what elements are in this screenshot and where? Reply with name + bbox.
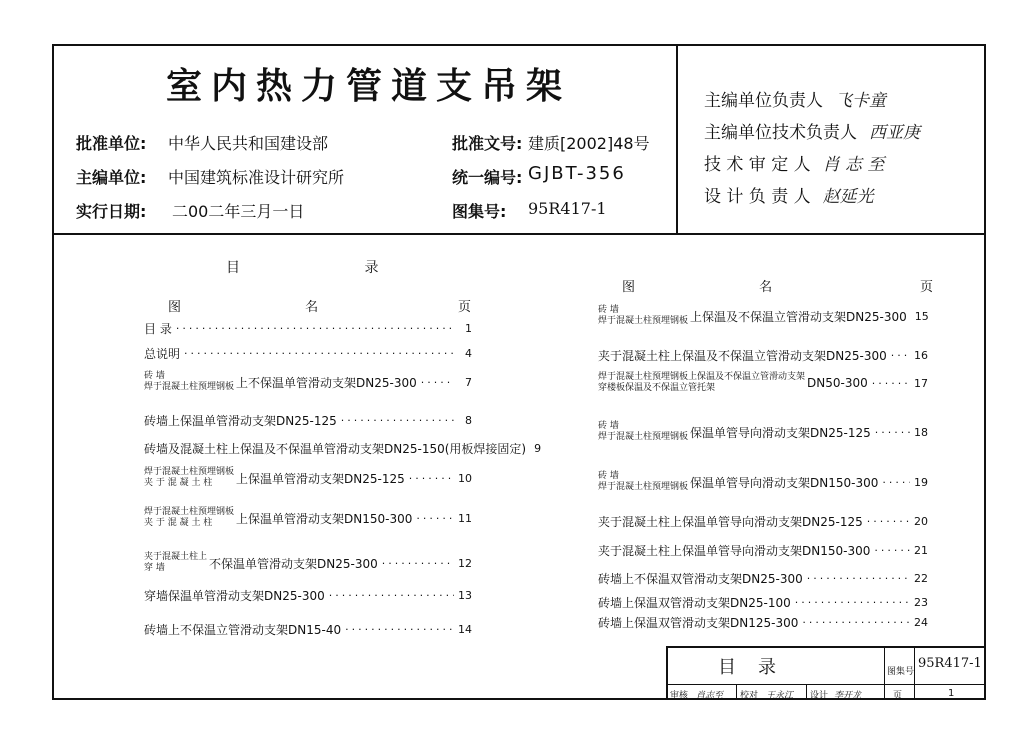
toc-entry[interactable] — [598, 612, 928, 632]
title-block-divider — [914, 646, 915, 700]
dot-leader — [891, 349, 910, 362]
toc-entry-name: 上保温单管滑动支架DN150-300 — [236, 511, 413, 526]
toc-entry-page: 20 — [914, 514, 928, 528]
dot-leader — [345, 623, 454, 636]
toc-entry[interactable] — [144, 468, 472, 488]
toc-entry-prefix — [598, 421, 688, 443]
toc-entry-prefix — [144, 507, 234, 529]
signature: 西亚庚 — [869, 123, 920, 143]
toc-entry-prefix — [598, 471, 688, 493]
toc-entry-name: 总说明 — [144, 346, 181, 361]
toc-entry-name: 上保温及不保温立管滑动支架DN25-300 — [690, 309, 907, 324]
signature: 飞卡童 — [835, 91, 886, 111]
toc-entry-prefix-line: 焊于混凝土柱预埋钢板 — [598, 482, 689, 492]
toc-entry[interactable] — [598, 568, 928, 588]
toc-entry-page: 16 — [914, 348, 928, 362]
toc-right-column-name-header: 图 名 — [622, 280, 833, 295]
responsible-row — [704, 150, 884, 175]
page-number: 1 — [948, 688, 955, 699]
toc-entry-prefix-line: 穿楼板保温及不保温立管托架 — [598, 383, 716, 393]
toc-entry[interactable] — [598, 511, 928, 531]
toc-entry-page: 9 — [534, 441, 542, 455]
toc-entry-name: 夹于混凝土柱上保温单管导向滑动支架DN25-125 — [598, 514, 863, 529]
toc-entry[interactable] — [598, 306, 928, 326]
toc-entry-page: 22 — [914, 571, 928, 585]
title-block-atlas-no: 95R417-1 — [918, 656, 982, 671]
document-title: 室内热力管道支吊架 — [166, 65, 572, 107]
dot-leader — [802, 616, 910, 629]
design-label: 设计 — [810, 691, 829, 701]
dot-leader — [341, 414, 454, 427]
toc-entry-name: 不保温单管滑动支架DN25-300 — [209, 556, 378, 571]
header-vertical-divider — [676, 44, 678, 234]
approval-doc-label: 批准文号: — [452, 134, 523, 153]
review-label: 审核 — [670, 691, 689, 701]
responsible-role: 设 计 负 责 人 — [704, 187, 811, 207]
toc-entry-page: 19 — [914, 475, 928, 489]
dot-leader — [382, 557, 454, 570]
toc-entry-name: 夹于混凝土柱上保温及不保温立管滑动支架DN25-300 — [598, 348, 887, 363]
toc-entry-prefix-line: 砖 墙 — [598, 471, 619, 481]
dot-leader — [882, 476, 910, 489]
toc-entry-name: 保温单管导向滑动支架DN150-300 — [690, 475, 879, 490]
responsible-role: 主编单位技术负责人 — [704, 123, 857, 143]
toc-entry-page: 21 — [914, 543, 928, 557]
title-block-divider — [884, 646, 885, 700]
toc-entry-prefix-line: 砖 墙 — [598, 421, 619, 431]
responsible-row — [704, 118, 920, 143]
title-block-divider — [666, 684, 986, 685]
toc-entry-prefix — [144, 552, 207, 574]
editor-unit: 中国建筑标准设计研究所 — [168, 168, 345, 187]
toc-entry-prefix-line: 夹 于 混 凝 土 柱 — [144, 518, 213, 528]
dot-leader — [409, 472, 454, 485]
unified-no: GJBT-356 — [528, 163, 626, 184]
toc-entry[interactable] — [598, 345, 928, 365]
dot-leader — [807, 572, 910, 585]
dot-leader — [176, 322, 454, 335]
toc-entry-page: 12 — [458, 556, 472, 570]
toc-entry[interactable] — [144, 585, 472, 605]
toc-entry[interactable] — [144, 410, 472, 430]
toc-entry-page: 14 — [458, 622, 472, 636]
effective-date-label: 实行日期: — [76, 202, 147, 221]
toc-entry[interactable] — [144, 619, 472, 639]
toc-entry-name: 砖墙上保温单管滑动支架DN25-125 — [144, 413, 337, 428]
toc-right-column-page-header: 页 — [920, 280, 934, 295]
approval-unit-label: 批准单位: — [76, 134, 147, 153]
toc-entry-prefix-line: 砖 墙 — [144, 371, 165, 381]
toc-entry-prefix-line: 焊于混凝土柱预埋钢板 — [144, 507, 235, 517]
toc-entry-prefix — [598, 305, 688, 327]
toc-entry-page: 18 — [914, 425, 928, 439]
dot-leader — [867, 515, 910, 528]
toc-entry[interactable] — [598, 422, 928, 442]
dot-leader — [872, 377, 910, 390]
toc-entry-name: 夹于混凝土柱上保温单管导向滑动支架DN150-300 — [598, 543, 871, 558]
toc-entry-page: 24 — [914, 615, 928, 629]
dot-leader — [184, 347, 454, 360]
toc-entry-name: 目 录 — [144, 321, 172, 336]
toc-entry-name: 砖墙及混凝土柱上保温及不保温单管滑动支架DN25-150(用板焊接固定) — [144, 441, 527, 456]
toc-entry-page: 1 — [465, 321, 472, 335]
toc-entry-page: 4 — [465, 346, 472, 360]
dot-leader — [874, 544, 910, 557]
toc-entry-page: 8 — [465, 413, 472, 427]
toc-entry-name: 砖墙上不保温双管滑动支架DN25-300 — [598, 571, 803, 586]
dot-leader — [421, 376, 454, 389]
dot-leader — [416, 512, 454, 525]
page-label: 页 — [893, 691, 903, 701]
approval-doc: 建质[2002]48号 — [528, 134, 650, 153]
approval-unit: 中华人民共和国建设部 — [168, 134, 329, 153]
unified-no-label: 统一编号: — [452, 168, 523, 187]
title-block-atlas-label: 图集号 — [887, 667, 915, 677]
toc-entry-name: 上保温单管滑动支架DN25-125 — [236, 471, 405, 486]
toc-entry-name: 砖墙上不保温立管滑动支架DN15-40 — [144, 622, 342, 637]
toc-entry-prefix-line: 夹 于 混 凝 土 柱 — [144, 478, 213, 488]
toc-entry-page: 7 — [465, 375, 472, 389]
signature: 肖 志 至 — [822, 155, 885, 175]
toc-entry[interactable] — [598, 472, 928, 492]
dot-leader — [329, 589, 454, 602]
check-label: 校对 — [740, 691, 759, 701]
toc-entry-name: 砖墙上保温双管滑动支架DN25-100 — [598, 595, 791, 610]
toc-entry-prefix-line: 焊于混凝土柱预埋钢板 — [598, 432, 689, 442]
title-block-divider — [736, 684, 737, 700]
toc-entry[interactable] — [144, 438, 542, 458]
review-signature: 肖志至 — [696, 691, 724, 701]
toc-entry[interactable] — [144, 372, 472, 392]
toc-entry-page: 13 — [458, 588, 472, 602]
toc-entry-name: 上不保温单管滑动支架DN25-300 — [236, 375, 417, 390]
toc-left-column-page-header: 页 — [458, 300, 472, 315]
toc-entry-prefix-line: 焊于混凝土柱预埋钢板 — [598, 316, 689, 326]
design-signature: 李开龙 — [834, 691, 862, 701]
check-signature: 王永江 — [766, 691, 794, 701]
toc-entry-prefix-line: 砖 墙 — [598, 305, 619, 315]
toc-entry-name: 保温单管导向滑动支架DN25-125 — [690, 425, 871, 440]
toc-entry-prefix — [144, 467, 234, 489]
toc-entry-prefix — [598, 372, 805, 394]
header-divider — [52, 233, 986, 235]
dot-leader — [795, 596, 910, 609]
toc-entry-page: 11 — [458, 511, 472, 525]
atlas-no: 95R417-1 — [528, 199, 607, 218]
editor-unit-label: 主编单位: — [76, 168, 147, 187]
responsible-row — [704, 182, 874, 207]
toc-entry-page: 10 — [458, 471, 472, 485]
toc-entry-prefix-line: 夹于混凝土柱上 — [144, 552, 208, 562]
toc-entry[interactable] — [144, 508, 472, 528]
toc-entry-name: 砖墙上保温双管滑动支架DN125-300 — [598, 615, 799, 630]
dot-leader — [875, 426, 910, 439]
toc-entry-prefix-line: 穿 墙 — [144, 563, 165, 573]
toc-entry-name: 穿墙保温单管滑动支架DN25-300 — [144, 588, 325, 603]
toc-title: 目 录 — [226, 260, 439, 276]
responsible-row — [704, 86, 886, 111]
toc-left-column-name-header: 图 名 — [168, 300, 379, 315]
toc-entry-page: 17 — [914, 376, 928, 390]
toc-entry[interactable] — [598, 592, 928, 612]
atlas-no-label: 图集号: — [452, 202, 507, 221]
toc-entry[interactable] — [598, 540, 928, 560]
toc-entry-prefix — [144, 371, 234, 393]
toc-entry[interactable] — [144, 343, 472, 363]
title-block-divider — [806, 684, 807, 700]
toc-entry[interactable] — [144, 318, 472, 338]
toc-entry-page: 23 — [914, 595, 928, 609]
title-block-name: 目录 — [718, 657, 798, 678]
toc-entry-name: DN50-300 — [807, 376, 868, 390]
responsible-role: 主编单位负责人 — [704, 91, 823, 111]
toc-entry-prefix-line: 焊于混凝土柱预埋钢板上保温及不保温立管滑动支架 — [598, 372, 806, 382]
toc-entry[interactable] — [598, 373, 928, 393]
effective-date: 二00二年三月一日 — [172, 202, 305, 221]
toc-entry-prefix-line: 焊于混凝土柱预埋钢板 — [144, 467, 235, 477]
signature: 赵延光 — [822, 187, 874, 207]
toc-entry[interactable] — [144, 553, 472, 573]
responsible-role: 技 术 审 定 人 — [704, 155, 811, 175]
toc-entry-page: 15 — [914, 309, 929, 323]
toc-entry-prefix-line: 焊于混凝土柱预埋钢板 — [144, 382, 235, 392]
